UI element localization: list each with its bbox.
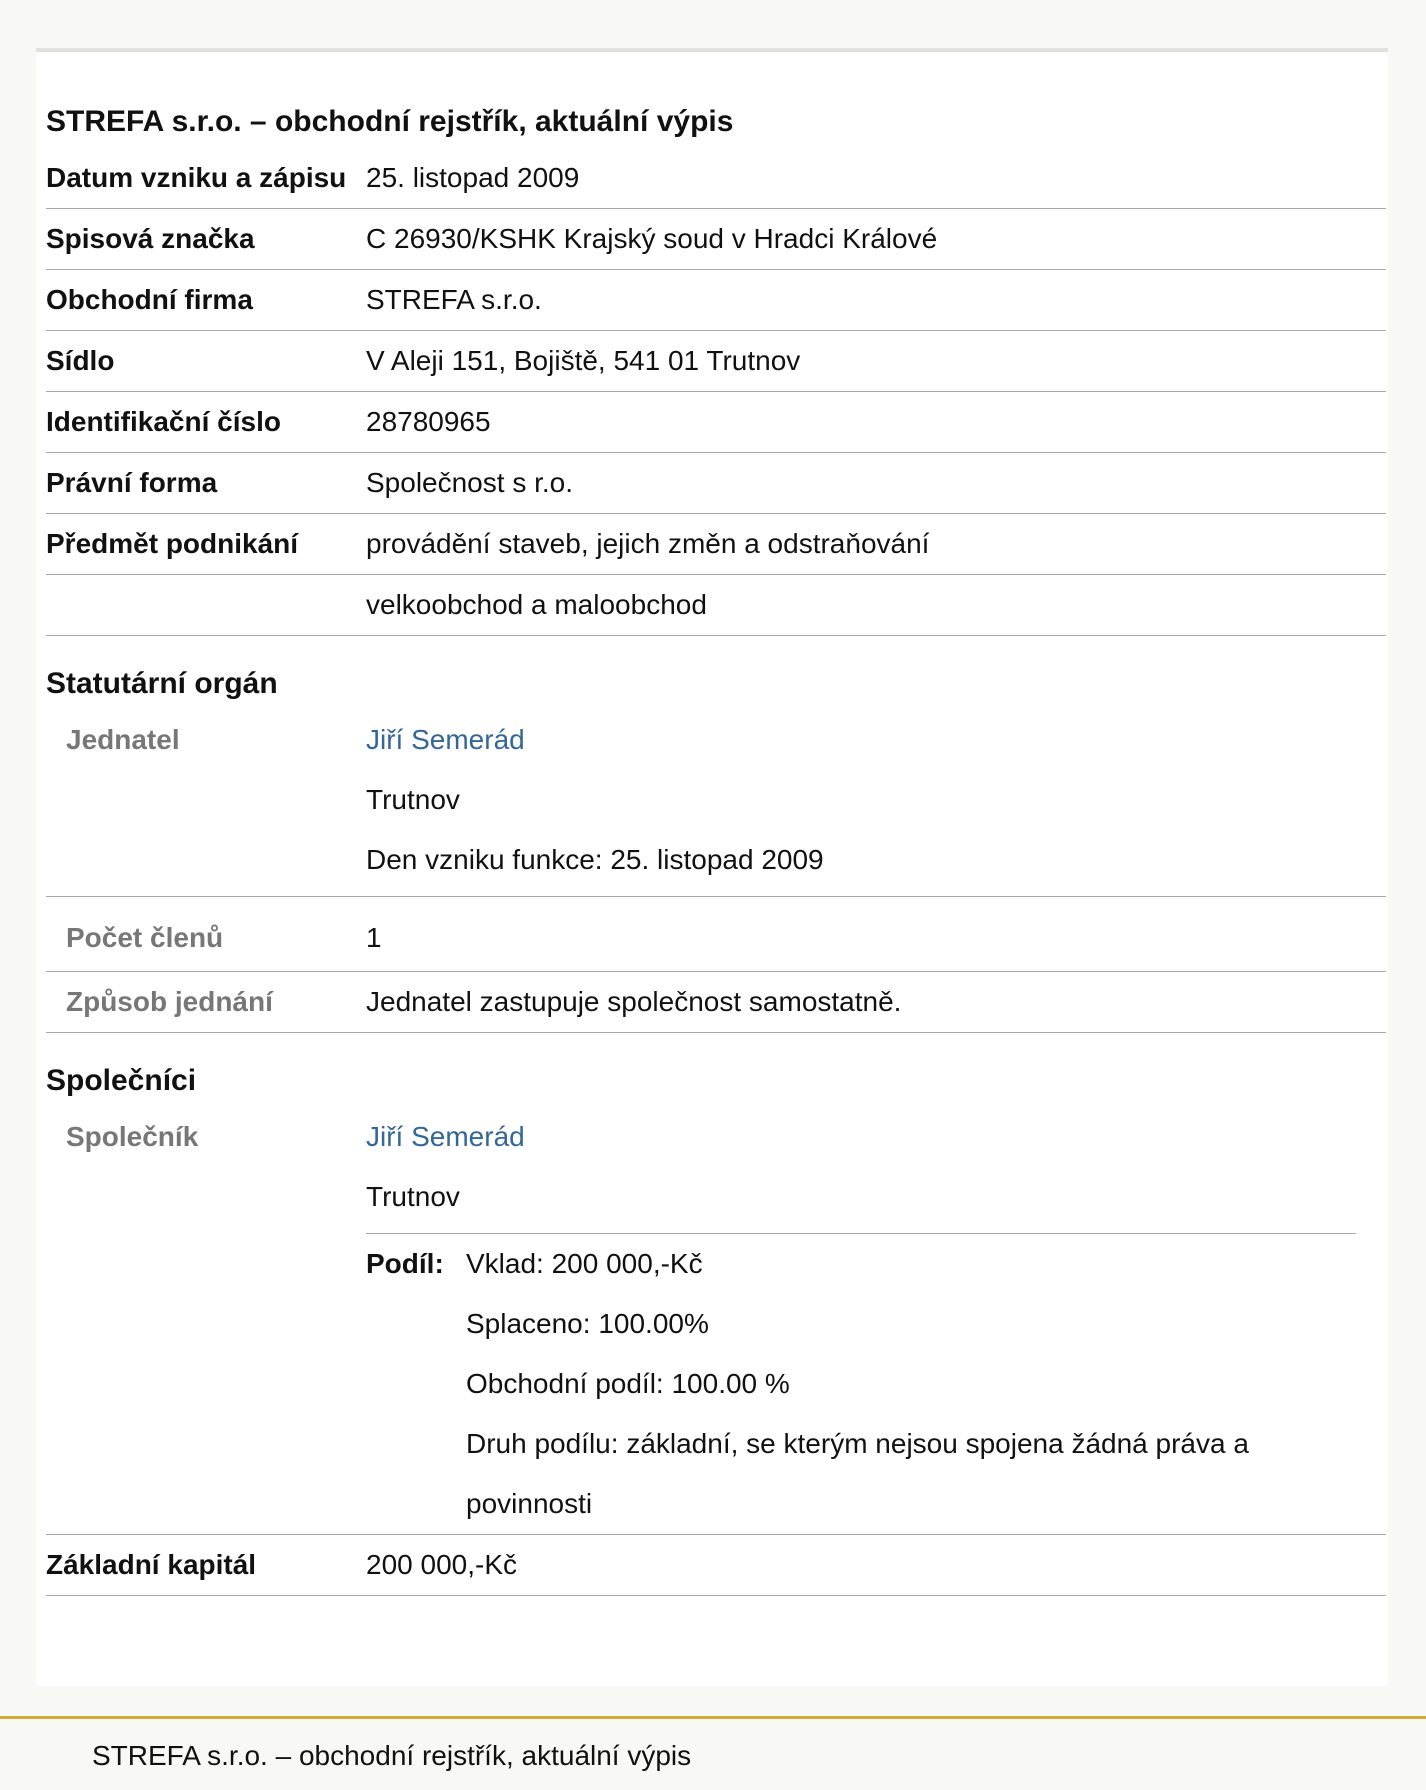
row-jednatel — [46, 710, 1386, 897]
row-pravni-forma — [46, 453, 1386, 514]
row-label: Předmět podnikání — [46, 528, 299, 559]
share-block — [366, 1233, 1356, 1534]
row-sidlo — [46, 331, 1386, 392]
row-value: C 26930/KSHK Krajský soud v Hradci Králové — [366, 223, 938, 254]
share-line: Druh podílu: základní, se kterým nejsou spojena žádná práva a povinnosti — [466, 1428, 1249, 1519]
share-values — [466, 1234, 1356, 1534]
row-zpusob-jednani — [46, 972, 1386, 1033]
share-line: Vklad: 200 000,-Kč — [466, 1248, 703, 1279]
section-statutory-heading: Statutární orgán — [46, 667, 278, 700]
row-label-empty — [46, 575, 366, 635]
row-label: Sídlo — [46, 345, 115, 376]
register-content — [46, 100, 1386, 1596]
row-datum-vzniku — [46, 148, 1386, 209]
jednatel-label: Jednatel — [66, 724, 180, 755]
partner-name-link[interactable]: Jiří Semerád — [366, 1121, 525, 1152]
jednatel-name-link[interactable]: Jiří Semerád — [366, 724, 525, 755]
capital-label: Základní kapitál — [46, 1549, 257, 1580]
count-value: 1 — [366, 922, 382, 953]
row-pocet-clenu — [46, 897, 1386, 972]
capital-value: 200 000,-Kč — [366, 1549, 517, 1580]
jednatel-since: Den vzniku funkce: 25. listopad 2009 — [366, 844, 824, 875]
share-line: Obchodní podíl: 100.00 % — [466, 1368, 790, 1399]
row-predmet-podnikani-2 — [46, 575, 1386, 636]
row-zakladni-kapital — [46, 1535, 1386, 1596]
row-spisova-znacka — [46, 209, 1386, 270]
jednatel-details — [366, 710, 1386, 890]
row-label: Datum vzniku a zápisu — [46, 162, 347, 193]
row-label: Identifikační číslo — [46, 406, 281, 437]
partner-details — [366, 1107, 1386, 1534]
page-title: STREFA s.r.o. – obchodní rejstřík, aktuální výpis — [46, 105, 734, 138]
row-value: V Aleji 151, Bojiště, 541 01 Trutnov — [366, 345, 801, 376]
row-label: Spisová značka — [46, 223, 255, 254]
partner-city: Trutnov — [366, 1181, 460, 1212]
method-label: Způsob jednání — [66, 986, 273, 1017]
register-card — [36, 52, 1388, 1686]
footer-title: STREFA s.r.o. – obchodní rejstřík, aktuální výpis — [92, 1740, 692, 1771]
row-ico — [46, 392, 1386, 453]
share-line: Splaceno: 100.00% — [466, 1308, 709, 1339]
row-predmet-podnikani — [46, 514, 1386, 575]
row-value: provádění staveb, jejich změn a odstraňování — [366, 528, 930, 559]
count-label: Počet členů — [66, 922, 224, 953]
row-value: velkoobchod a maloobchod — [366, 589, 707, 620]
row-label: Obchodní firma — [46, 284, 253, 315]
row-obchodni-firma — [46, 270, 1386, 331]
share-label: Podíl: — [366, 1248, 444, 1279]
row-value: Společnost s r.o. — [366, 467, 574, 498]
method-value: Jednatel zastupuje společnost samostatně. — [366, 986, 902, 1017]
jednatel-city: Trutnov — [366, 784, 460, 815]
footer-divider — [0, 1716, 1426, 1719]
row-value: 28780965 — [366, 406, 491, 437]
row-spolecnik — [46, 1107, 1386, 1535]
row-value: STREFA s.r.o. — [366, 284, 542, 315]
row-value: 25. listopad 2009 — [366, 162, 580, 193]
partner-label: Společník — [66, 1121, 199, 1152]
row-label: Právní forma — [46, 467, 218, 498]
section-partners-heading: Společníci — [46, 1064, 197, 1097]
